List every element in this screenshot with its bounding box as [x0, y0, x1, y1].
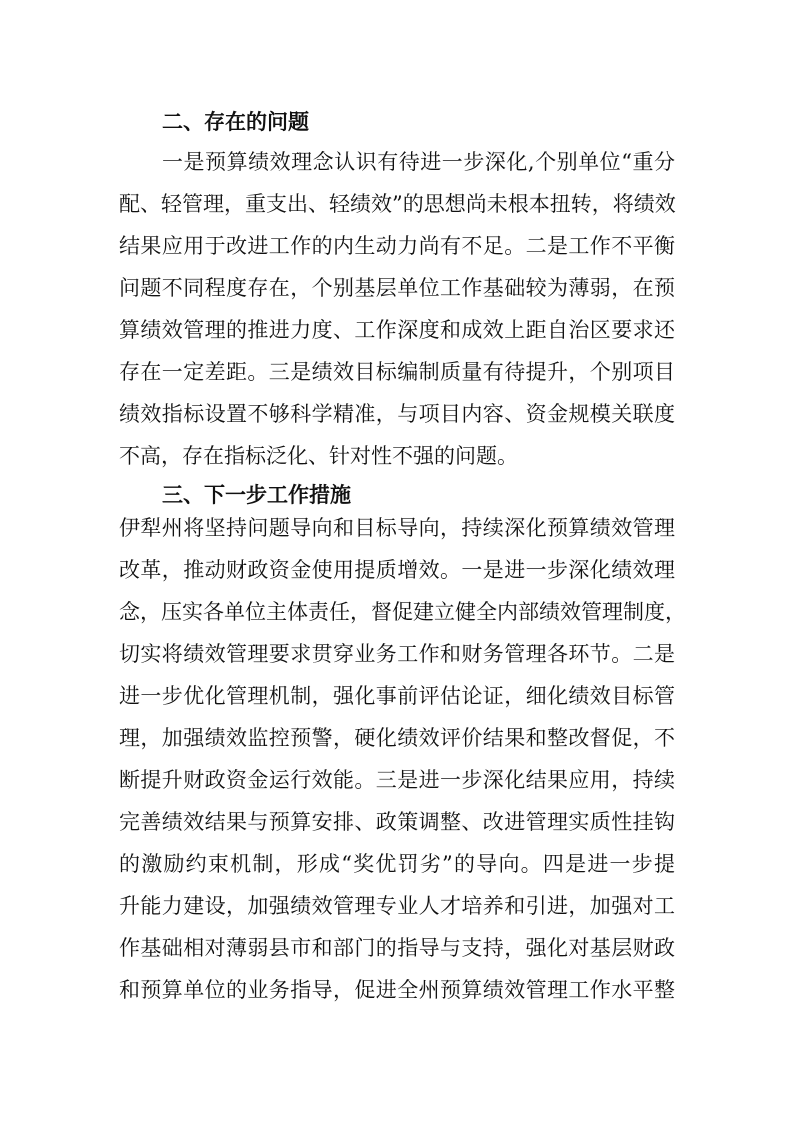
paragraph-line: 切实将绩效管理要求贯穿业务工作和财务管理各环节。二是 — [119, 642, 675, 666]
paragraph-line: 算绩效管理的推进力度、工作深度和成效上距自治区要求还 — [119, 318, 675, 342]
paragraph-line: 升能力建设，加强绩效管理专业人才培养和引进，加强对工 — [119, 894, 675, 918]
paragraph-line: 不高，存在指标泛化、针对性不强的问题。 — [119, 444, 518, 468]
paragraph-line: 和预算单位的业务指导，促进全州预算绩效管理工作水平整 — [119, 978, 675, 1002]
paragraph-line: 断提升财政资金运行效能。三是进一步深化结果应用，持续 — [119, 768, 675, 792]
paragraph-line: 完善绩效结果与预算安排、政策调整、改进管理实质性挂钩 — [119, 810, 675, 834]
paragraph-line: 念，压实各单位主体责任，督促建立健全内部绩效管理制度， — [119, 600, 686, 624]
paragraph-line: 存在一定差距。三是绩效目标编制质量有待提升，个别项目 — [119, 360, 675, 384]
paragraph-line: 的激励约束机制，形成“奖优罚劣”的导向。四是进一步提 — [119, 852, 675, 876]
paragraph-line: 进一步优化管理机制，强化事前评估论证，细化绩效目标管 — [119, 684, 675, 708]
paragraph-line: 结果应用于改进工作的内生动力尚有不足。二是工作不平衡 — [119, 234, 675, 258]
paragraph-line: 问题不同程度存在，个别基层单位工作基础较为薄弱，在预 — [119, 276, 675, 300]
section-heading-next-steps: 三、下一步工作措施 — [162, 483, 351, 507]
paragraph-line: 理，加强绩效监控预警，硬化绩效评价结果和整改督促，不 — [119, 726, 675, 750]
paragraph-line: 伊犁州将坚持问题导向和目标导向，持续深化预算绩效管理 — [119, 516, 675, 540]
paragraph-line: 绩效指标设置不够科学精准，与项目内容、资金规模关联度 — [119, 402, 675, 426]
section-heading-problems: 二、存在的问题 — [162, 110, 309, 134]
paragraph-line: 改革，推动财政资金使用提质增效。一是进一步深化绩效理 — [119, 558, 675, 582]
paragraph-line: 作基础相对薄弱县市和部门的指导与支持，强化对基层财政 — [119, 936, 675, 960]
paragraph-line: 一是预算绩效理念认识有待进一步深化,个别单位“重分 — [162, 150, 675, 174]
paragraph-line: 配、轻管理，重支出、轻绩效”的思想尚未根本扭转，将绩效 — [119, 192, 676, 216]
